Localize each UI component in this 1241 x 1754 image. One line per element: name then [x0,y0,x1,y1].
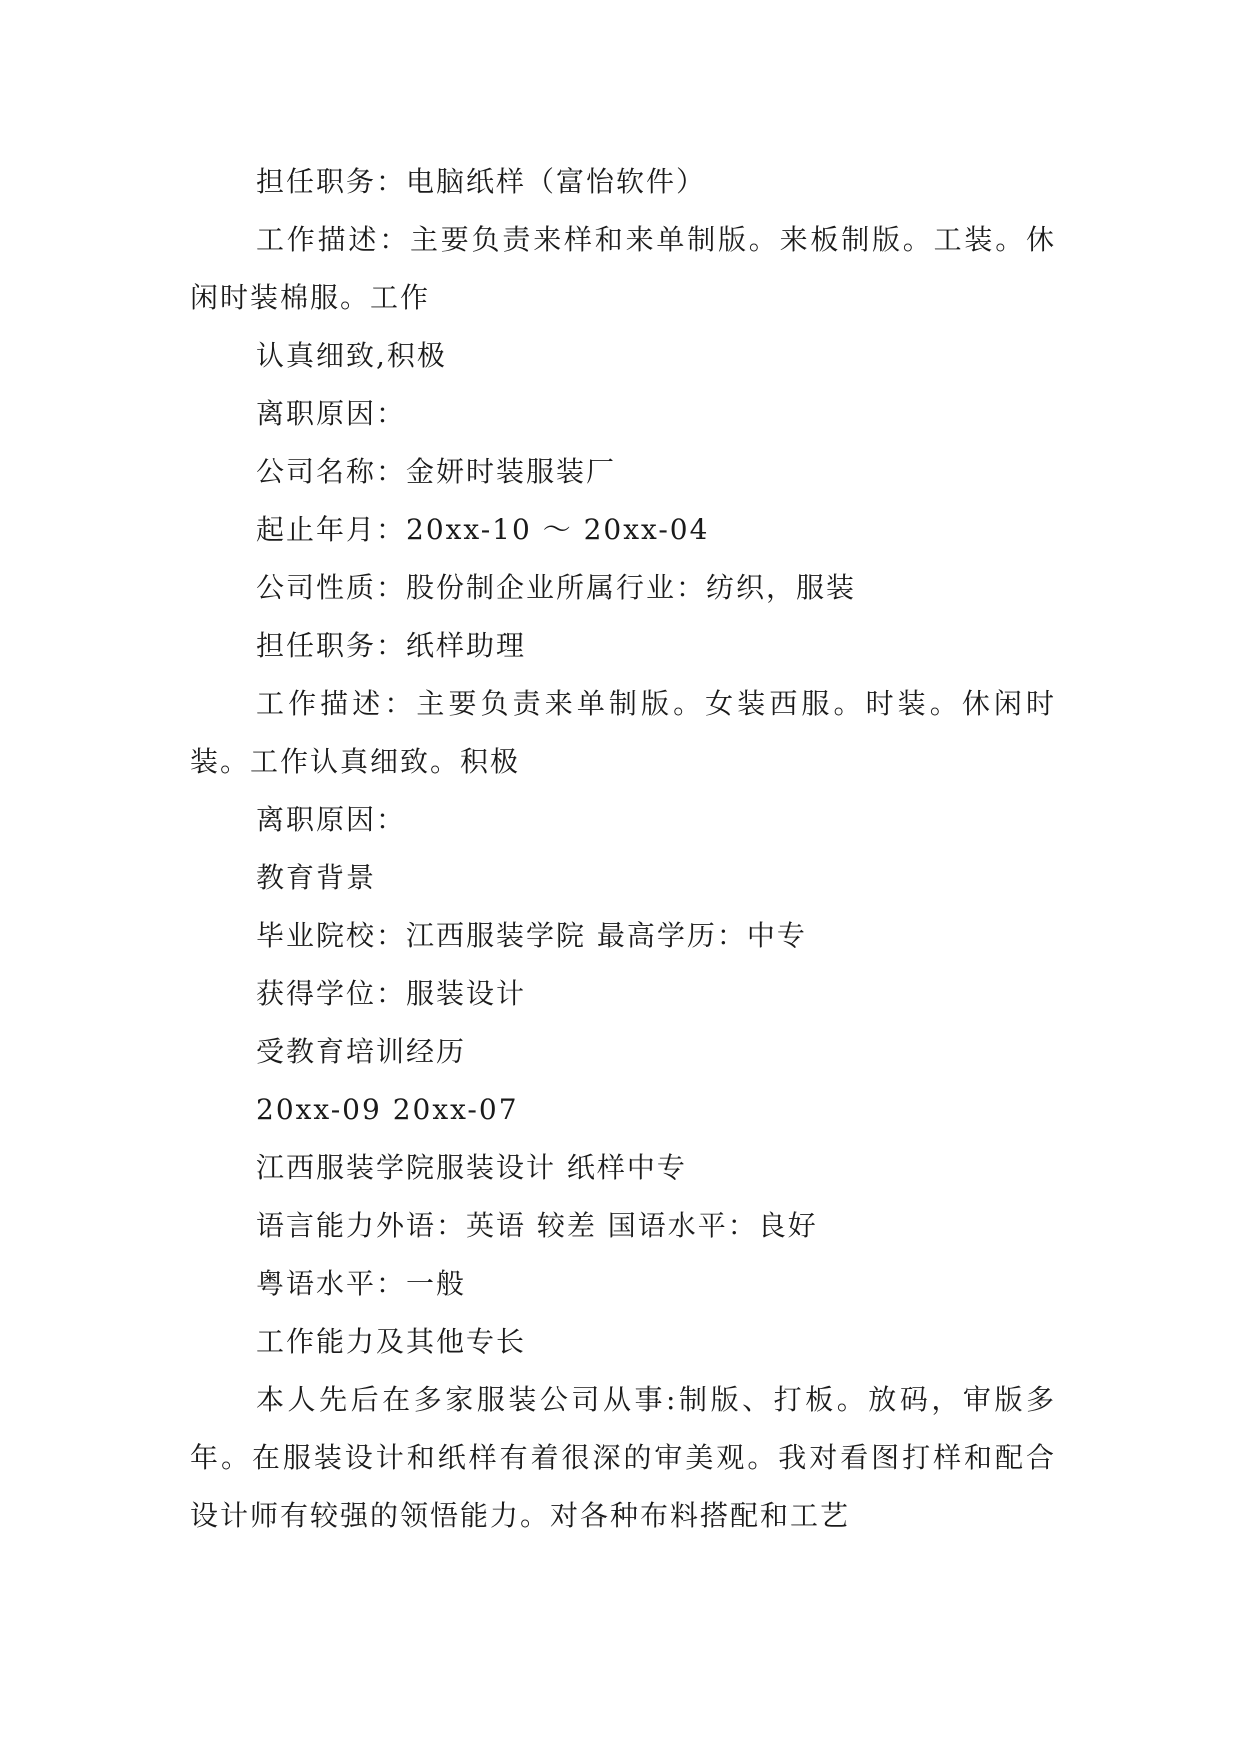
paragraph-skills-summary: 本人先后在多家服装公司从事:制版、打板。放码，审版多年。在服装设计和纸样有着很深的审美观。我对看图打样和配合设计师有较强的领悟能力。对各种布料搭配和工艺 [190,1383,1056,1532]
paragraph-employment-period: 起止年月：20xx-10 ～ 20xx-04 [256,513,710,546]
section-heading-training: 受教育培训经历 [256,1035,467,1068]
paragraph-languages: 语言能力外语：英语 较差 国语水平：良好 [256,1209,818,1242]
paragraph-degree: 获得学位：服装设计 [256,977,527,1010]
paragraph-work-attitude: 认真细致,积极 [256,339,447,372]
paragraph-position-2: 担任职务：纸样助理 [256,629,527,662]
paragraph-training-school: 江西服装学院服装设计 纸样中专 [256,1151,687,1184]
section-heading-education: 教育背景 [256,861,377,894]
paragraph-school: 毕业院校：江西服装学院 最高学历：中专 [256,919,807,952]
paragraph-company-type: 公司性质：股份制企业所属行业：纺织，服装 [256,571,857,604]
paragraph-training-dates: 20xx-09 20xx-07 [256,1093,519,1126]
document-body [190,153,1056,1545]
paragraph-leave-reason-2: 离职原因： [256,803,407,836]
paragraph-company-name: 公司名称：金妍时装服装厂 [256,455,617,488]
paragraph-cantonese: 粤语水平：一般 [256,1267,467,1300]
paragraph-job-description-2: 工作描述：主要负责来单制版。女装西服。时装。休闲时装。工作认真细致。积极 [190,687,1056,778]
section-heading-skills: 工作能力及其他专长 [256,1325,527,1358]
paragraph-position: 担任职务：电脑纸样（富怡软件） [256,165,707,198]
paragraph-job-description: 工作描述：主要负责来样和来单制版。来板制版。工装。休闲时装棉服。工作 [190,223,1056,314]
paragraph-leave-reason: 离职原因： [256,397,407,430]
